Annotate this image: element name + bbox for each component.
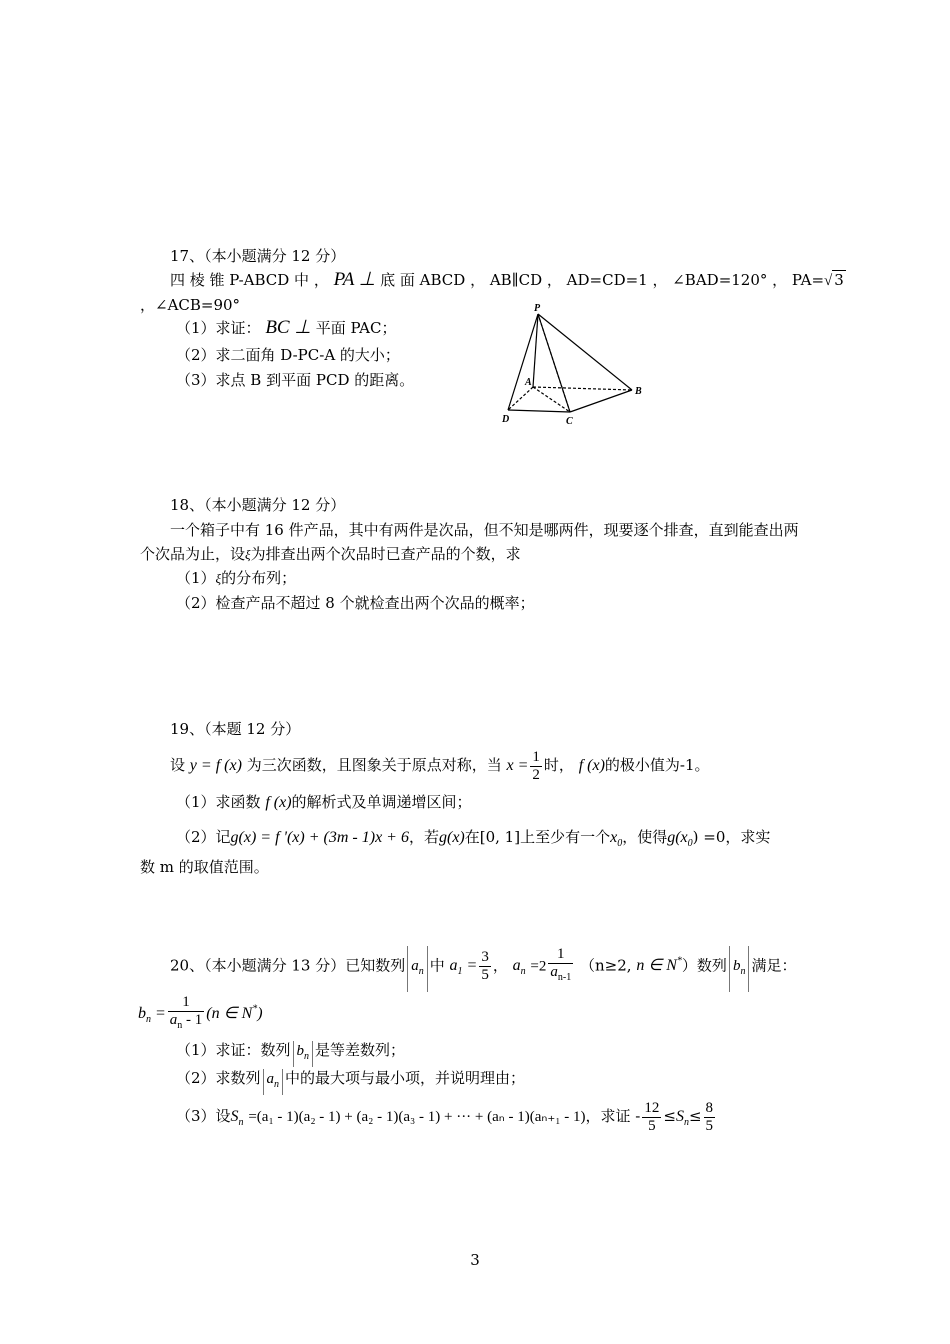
q19-line1-c: 时， bbox=[543, 756, 574, 774]
q17-sub1 bbox=[176, 318, 397, 338]
q17-sub1-text: 平面 PAC； bbox=[315, 319, 397, 337]
label-C: C bbox=[566, 416, 573, 427]
q20-sub2-b: 中的最大项与最小项，并说明理由； bbox=[285, 1069, 526, 1087]
q20-a1: $a_1$ = bbox=[449, 957, 478, 978]
q19-sub1-a: （1）求函数 bbox=[176, 793, 261, 811]
edge-PD bbox=[508, 314, 538, 410]
q19-x0: $x_0$ bbox=[610, 829, 623, 850]
edge-AB bbox=[533, 387, 632, 390]
page-number: 3 bbox=[470, 1251, 480, 1269]
q20-set-bn: $b_n$ bbox=[729, 946, 750, 992]
q20-set-an: $a_n$ bbox=[407, 946, 428, 992]
q20-le2: ≤ bbox=[688, 1107, 702, 1125]
q20-sum-expr: =(a₁ - 1)(a₂ - 1) + (a₂ - 1)(a₃ - 1) + ··· + (aₙ - 1)(aₙ₊₁ - 1) bbox=[248, 1109, 586, 1125]
edge-DC bbox=[508, 410, 570, 412]
label-P: P bbox=[534, 303, 541, 314]
q19-sub1-fx: f (x) bbox=[265, 794, 292, 811]
q20-heading-a: 20、（本小题满分 13 分）已知数列 bbox=[170, 956, 406, 975]
pyramid-figure bbox=[490, 300, 660, 430]
q18-sub2: （2）检查产品不超过 8 个就检查出两个次品的概率； bbox=[176, 594, 535, 612]
q20-bn-tail: (n ∈ N*) bbox=[206, 1004, 263, 1023]
q18-sub1 bbox=[176, 568, 296, 589]
q20-sub1 bbox=[176, 1040, 405, 1067]
edge-PB bbox=[538, 314, 632, 390]
q20-nN: n ∈ N* bbox=[636, 956, 682, 975]
q18-line2-a: 个次品为止，设 bbox=[140, 545, 246, 563]
q18-line2 bbox=[140, 544, 521, 565]
q19-line1 bbox=[170, 748, 710, 784]
q17-line2: ，∠ACB=90° bbox=[140, 296, 241, 314]
q17-bc-perp: BC ⊥ bbox=[265, 317, 311, 338]
q19-line3: 数 m 的取值范围。 bbox=[140, 858, 269, 876]
q19-sub2-b: ，若 bbox=[408, 828, 439, 846]
q18-heading: 18、（本小题满分 12 分） bbox=[170, 496, 346, 514]
q20-bn-lhs: $b_n$ = bbox=[138, 1005, 166, 1026]
edge-PC-inner bbox=[538, 314, 570, 412]
q20-comma: ， bbox=[492, 956, 508, 975]
edge-PA bbox=[533, 314, 538, 387]
q19-line1-b: 为三次函数，且图象关于原点对称，当 bbox=[246, 756, 502, 774]
q17-line1: 四 棱 锥 P-ABCD 中 ， PA ⊥ 底 面 ABCD ， AB∥CD ， AD=CD=1 ， ∠BAD=120° ， PA=√ 3 bbox=[170, 269, 844, 290]
edge-AC bbox=[533, 387, 570, 412]
q17-line1-b: 底 面 ABCD ， AB∥CD ， AD=CD=1 ， ∠BAD=120° ， PA= bbox=[380, 271, 825, 289]
q19-sub2-a: （2）记 bbox=[176, 828, 231, 846]
q20-sub2-an: $a_n$ bbox=[263, 1069, 284, 1095]
q20-sub3-a: （3）设 bbox=[176, 1107, 231, 1125]
xi-symbol: ξ bbox=[245, 547, 251, 562]
q20-heading-d: （n≥2, bbox=[579, 956, 632, 975]
q20-a1-frac: $\frac{3}{5}$ bbox=[481, 948, 489, 983]
q19-fx: f (x) bbox=[578, 757, 605, 774]
q17-pa-perp: PA ⊥ bbox=[333, 269, 376, 290]
q19-sub2-c: 在[0, 1]上至少有一个 bbox=[464, 828, 611, 846]
q20-rec-eq: =2 bbox=[530, 958, 547, 975]
q18-line2-b: 为排查出两个次品时已查产品的个数，求 bbox=[250, 545, 521, 563]
q19-sub1 bbox=[176, 792, 472, 813]
q19-sub2 bbox=[176, 827, 770, 854]
q20-heading bbox=[170, 942, 796, 993]
q20-sn: $S_n$ bbox=[230, 1108, 244, 1129]
q18-sub1-label: （1） bbox=[176, 569, 216, 587]
q19-gx-def: g(x) = f '(x) + (3m - 1)x + 6 bbox=[230, 829, 409, 846]
q20-bn-frac: $\frac{1}{a_n - 1}$ bbox=[169, 994, 203, 1032]
q20-sn-mid: $S_n$ bbox=[675, 1108, 689, 1129]
q17-sub2: （2）求二面角 D-PC-A 的大小； bbox=[176, 346, 400, 364]
q20-upper-frac: $\frac{8}{5}$ bbox=[705, 1099, 714, 1134]
label-A: A bbox=[525, 377, 532, 388]
q18-sub1-text: 的分布列； bbox=[221, 569, 297, 587]
q20-bn-def bbox=[138, 990, 263, 1041]
q19-gx0: $g(x_0$ bbox=[667, 829, 693, 850]
q20-sub3-b: ，求证 - bbox=[585, 1107, 641, 1125]
q17-line1-a: 四 棱 锥 P-ABCD 中 ， bbox=[170, 271, 329, 289]
label-B: B bbox=[635, 386, 642, 397]
q17-heading: 17、（本小题满分 12 分） bbox=[170, 247, 346, 265]
q20-rec-frac: $\frac{1}{a_{n-1}}$ bbox=[550, 946, 572, 984]
q19-gx: g(x) bbox=[438, 829, 465, 846]
label-D: D bbox=[502, 414, 510, 425]
q19-heading: 19、（本题 12 分） bbox=[170, 720, 301, 738]
q20-sub3 bbox=[176, 1096, 717, 1143]
q19-x-eq: x = bbox=[506, 757, 529, 774]
q20-heading-b: 中 bbox=[429, 956, 445, 975]
q20-le1: ≤ bbox=[663, 1107, 676, 1125]
q19-line1-d: 的极小值为-1。 bbox=[604, 756, 710, 774]
q19-sub2-d: ，使得 bbox=[622, 828, 668, 846]
q19-sub2-e: ) =0，求实 bbox=[692, 828, 771, 846]
edge-CB bbox=[570, 390, 632, 412]
q19-line1-a: 设 bbox=[170, 756, 186, 774]
q20-heading-e: ）数列 bbox=[681, 956, 727, 975]
q18-line1: 一个箱子中有 16 件产品，其中有两件是次品，但不知是哪两件，现要逐个排查，直到能查出两 bbox=[170, 521, 799, 539]
q19-sub1-b: 的解析式及单调递增区间； bbox=[291, 793, 472, 811]
q20-sub2 bbox=[176, 1068, 525, 1095]
q17-sqrt3: 3 bbox=[834, 271, 844, 289]
q20-sub1-b: 是等差数列； bbox=[315, 1041, 406, 1059]
q20-sub1-bn: $b_n$ bbox=[293, 1041, 314, 1067]
q20-an-rec: $a_n$ bbox=[512, 957, 526, 978]
xi-symbol: ξ bbox=[215, 571, 222, 586]
q17-sub1-label: （1）求证： bbox=[176, 319, 261, 337]
q19-half: $\frac{1}{2}$ bbox=[532, 748, 540, 783]
q20-sub1-a: （1）求证：数列 bbox=[176, 1041, 291, 1059]
q17-sub3: （3）求点 B 到平面 PCD 的距离。 bbox=[176, 371, 415, 389]
q20-heading-f: 满足： bbox=[751, 956, 797, 975]
q19-y-eq-fx: y = f (x) bbox=[189, 757, 242, 774]
q20-lower-frac: $\frac{12}{5}$ bbox=[644, 1099, 660, 1134]
q20-sub2-a: （2）求数列 bbox=[176, 1069, 261, 1087]
